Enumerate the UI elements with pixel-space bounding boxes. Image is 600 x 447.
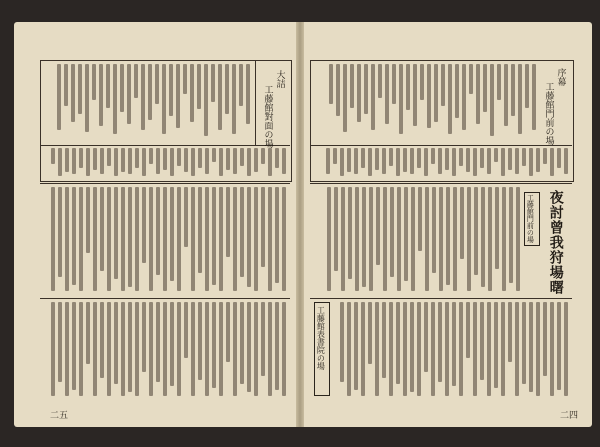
right-page-number: 二四 (560, 411, 579, 421)
right-body-middle (314, 187, 520, 295)
left-table-column-rule (255, 60, 256, 145)
left-body-lower (44, 302, 286, 400)
right-title: 夜討曾我狩場曙 (547, 190, 564, 295)
left-page-number: 二五 (50, 411, 69, 421)
right-cast-list-lower (314, 148, 568, 178)
right-body-lower (332, 302, 568, 400)
left-middle-rule (40, 183, 290, 184)
right-scene-box-gate-label: 工藤館門前の場 (526, 194, 535, 243)
right-table-divider (310, 145, 572, 146)
right-middle-rule (310, 183, 572, 184)
right-lower-rule (310, 298, 572, 299)
left-act-heading: 大詰 (274, 70, 285, 88)
right-act-heading: 序幕 (555, 68, 566, 86)
left-table-divider (40, 145, 290, 146)
right-scene-heading-gate: 工藤館門前の場 (543, 82, 554, 145)
right-scene-box-hall-label: 工藤館表書院の場 (316, 306, 326, 370)
left-lower-rule (40, 298, 290, 299)
left-cast-list (44, 64, 250, 142)
left-scene-heading: 工藤館對面の場 (262, 85, 273, 148)
left-cast-list-lower (44, 148, 286, 178)
right-cast-list (314, 64, 536, 142)
left-body-middle (44, 187, 286, 295)
book-gutter (296, 22, 304, 427)
